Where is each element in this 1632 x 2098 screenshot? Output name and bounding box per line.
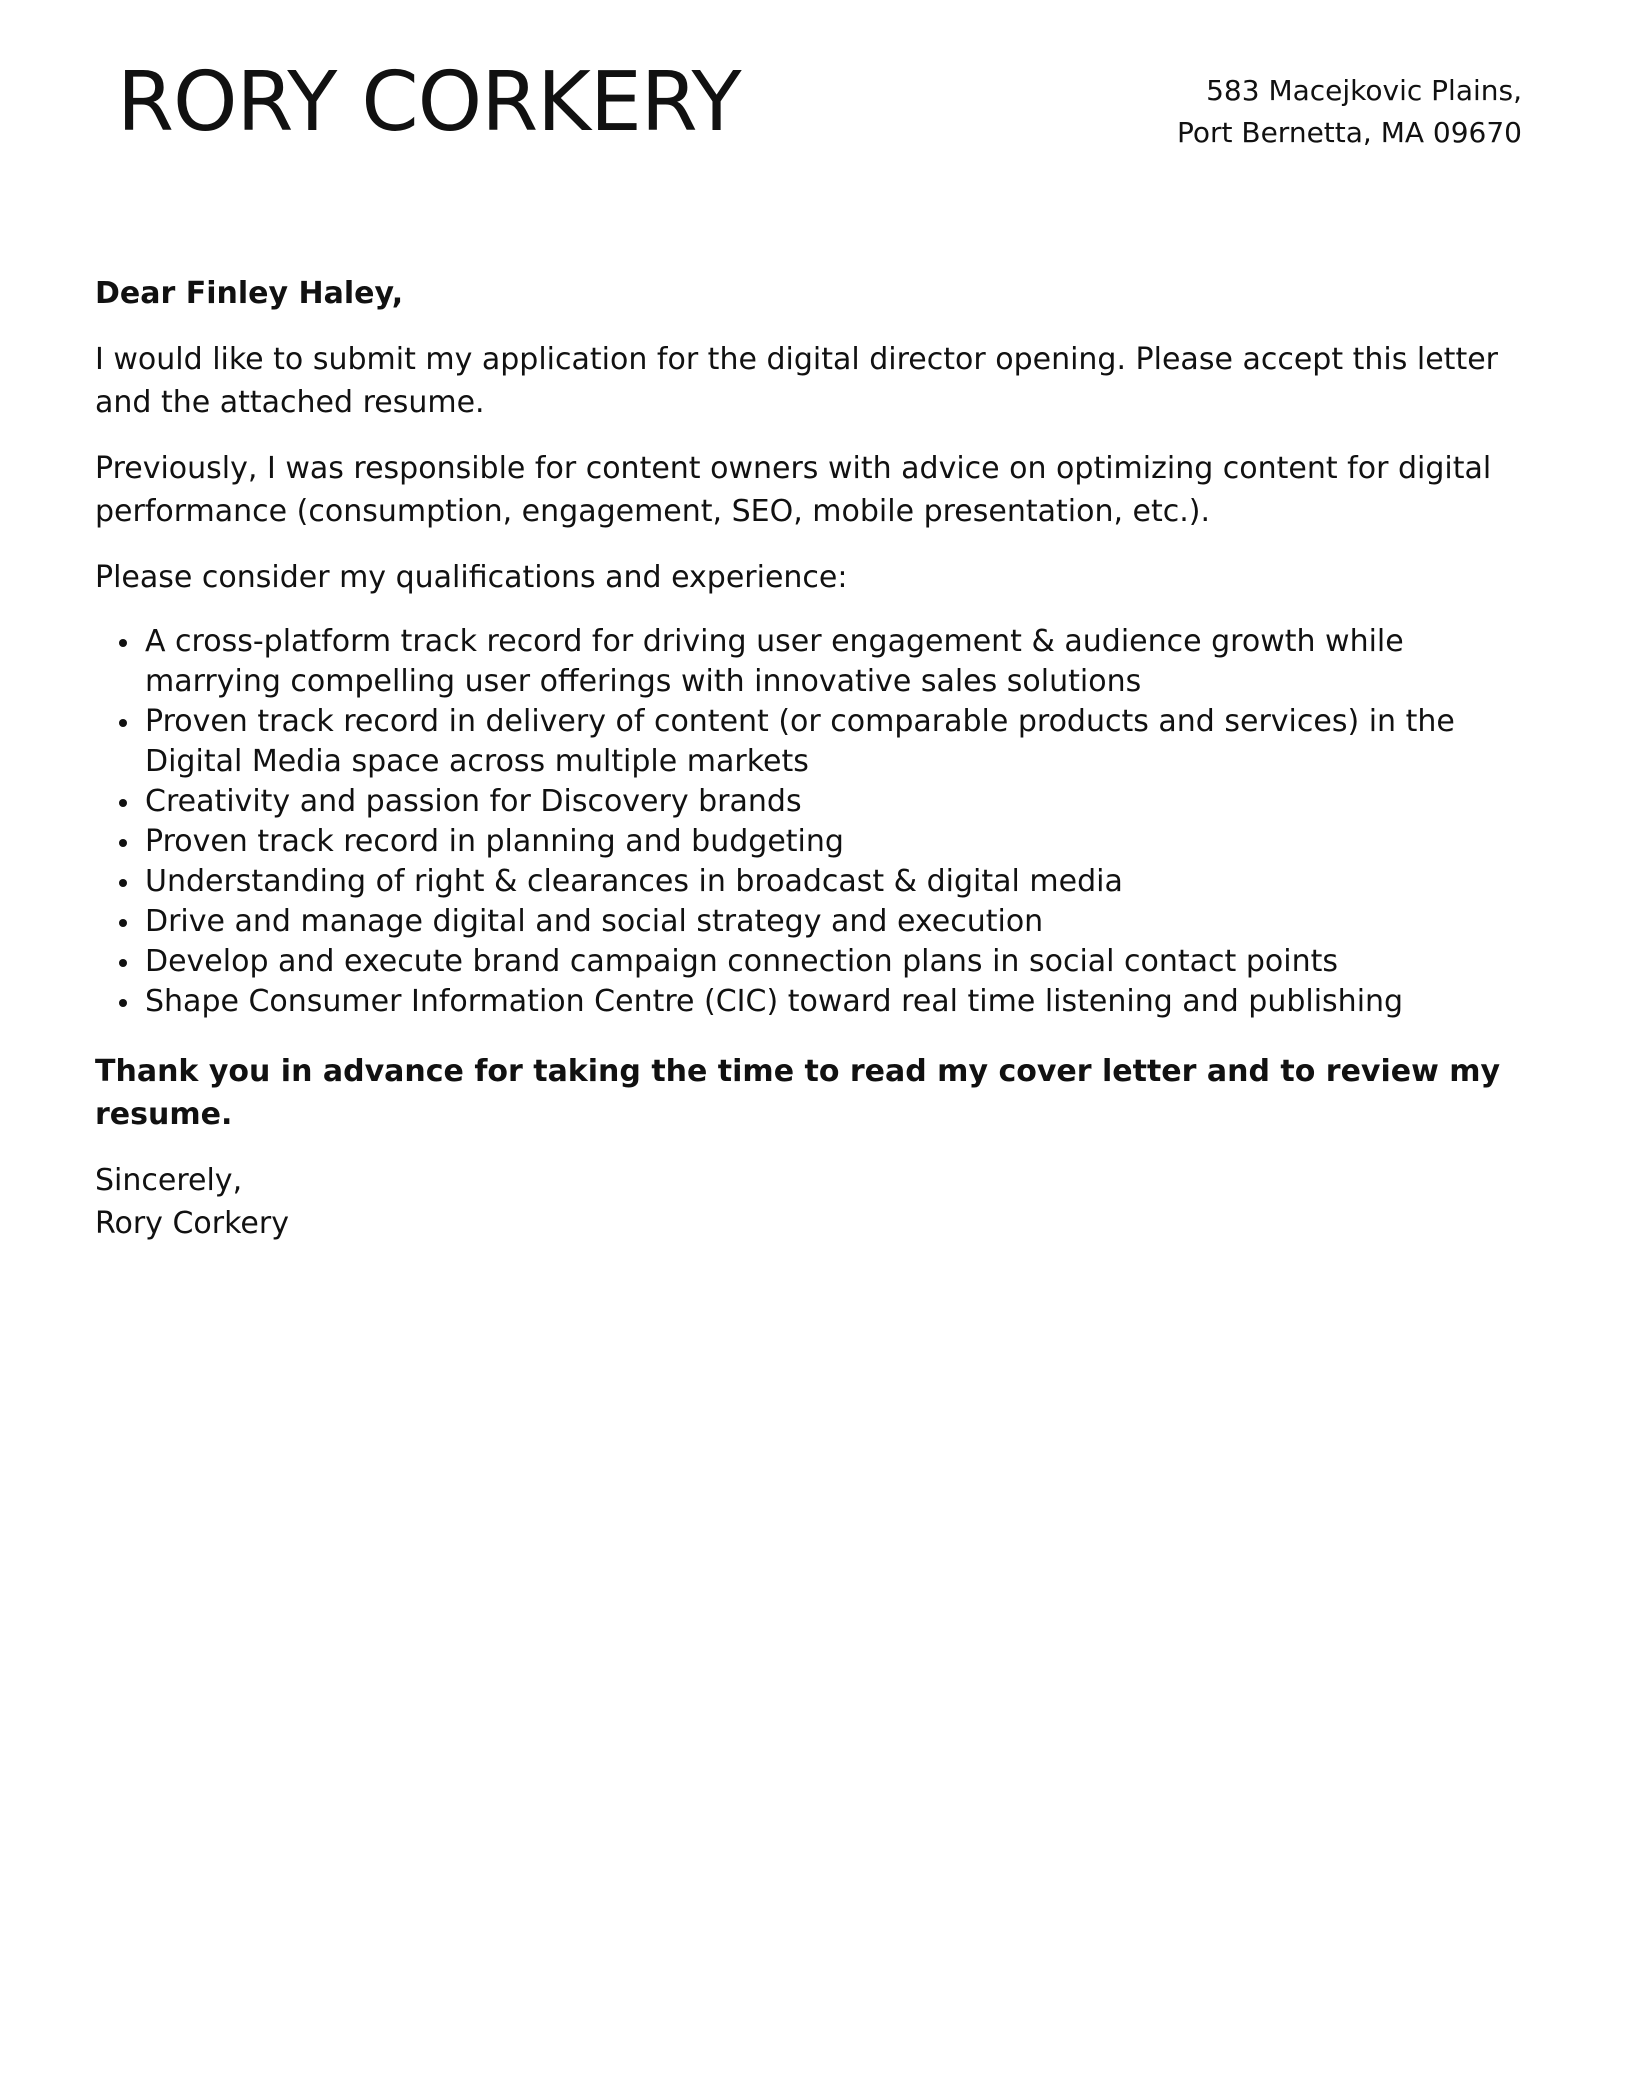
letter-header <box>0 0 1632 200</box>
list-item: Proven track record in planning and budgeting <box>145 822 1535 862</box>
thank-you-line: Thank you in advance for taking the time to read my cover letter and to review my resume. <box>95 1054 1501 1132</box>
address-line-2: Port Bernetta, MA 09670 <box>1176 116 1522 149</box>
closing-phrase: Sincerely, <box>95 1163 243 1198</box>
list-item: Develop and execute brand campaign connection plans in social contact points <box>145 942 1535 982</box>
salutation: Dear Finley Haley, <box>95 276 404 311</box>
closing-block <box>95 1159 1535 1245</box>
qualifications-list <box>95 622 1535 1022</box>
experience-paragraph: Previously, I was responsible for content owners with advice on optimizing content for digital performance (consumption, engagement, SEO, mobile presentation, etc.). <box>95 451 1492 529</box>
qualifications-intro: Please consider my qualifications and experience: <box>95 560 848 595</box>
list-item: Creativity and passion for Discovery brands <box>145 782 1535 822</box>
signature-name: Rory Corkery <box>95 1206 289 1241</box>
applicant-address <box>1177 70 1522 154</box>
address-line-1: 583 Macejkovic Plains, <box>1206 74 1522 107</box>
list-item: A cross-platform track record for driving user engagement & audience growth while marrying compelling user offerings with innovative sales solutions <box>145 622 1535 702</box>
applicant-name: RORY CORKERY <box>117 55 741 150</box>
list-item: Shape Consumer Information Centre (CIC) toward real time listening and publishing <box>145 982 1535 1022</box>
intro-paragraph: I would like to submit my application for the digital director opening. Please accept this letter and the attached resume. <box>95 342 1498 420</box>
list-item: Drive and manage digital and social strategy and execution <box>145 902 1535 942</box>
list-item: Proven track record in delivery of content (or comparable products and services) in the Digital Media space across multiple markets <box>145 702 1535 782</box>
letter-body <box>95 272 1535 1245</box>
list-item: Understanding of right & clearances in broadcast & digital media <box>145 862 1535 902</box>
